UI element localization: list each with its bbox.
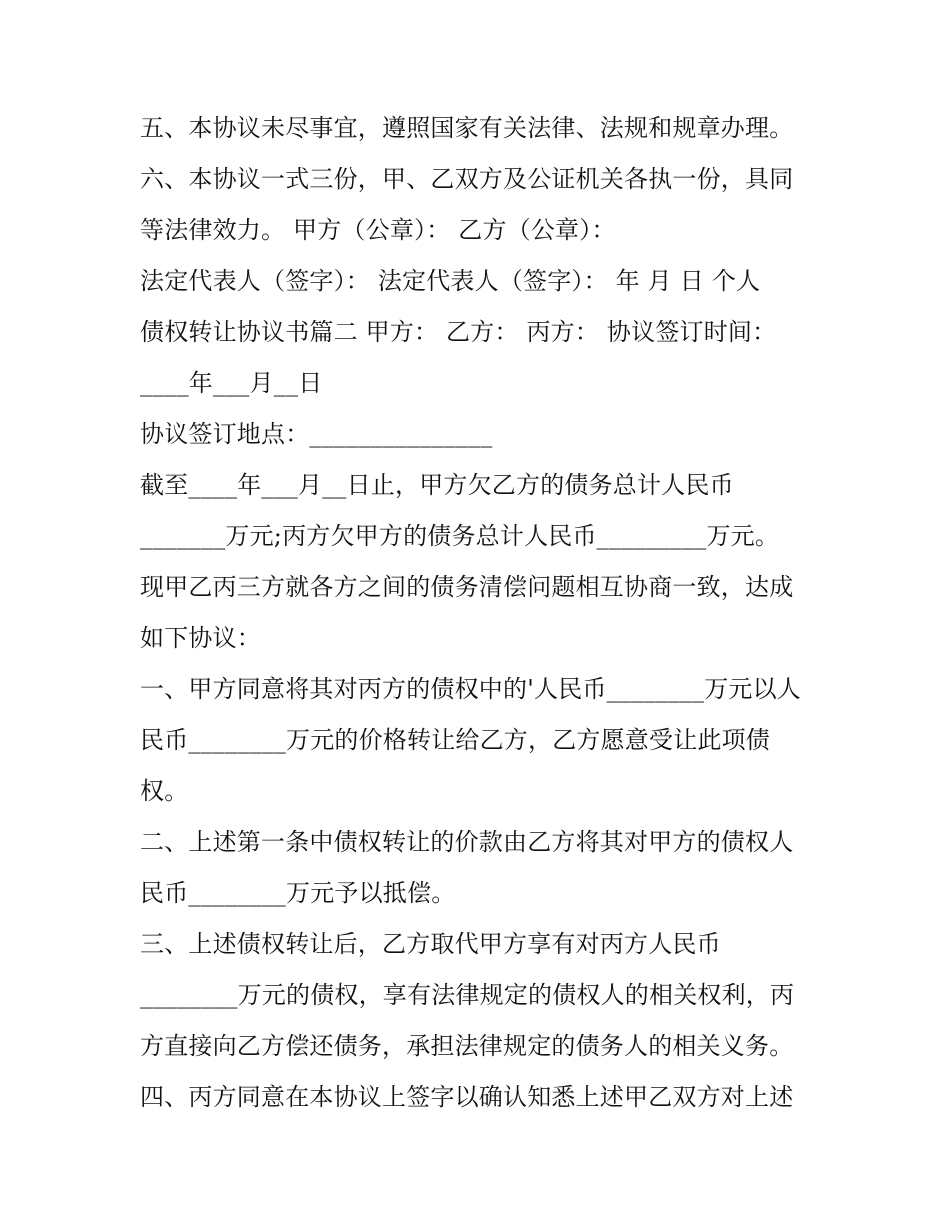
text-line: 六、本协议一式三份，甲、乙双方及公证机关各执一份，具同: [140, 165, 794, 193]
text-line: 法定代表人（签字）： 法定代表人（签字）： 年 月 日 个人: [140, 267, 761, 295]
text-line: 民币________万元的价格转让给乙方，乙方愿意受让此项债: [140, 726, 770, 754]
text-line: 现甲乙丙三方就各方之间的债务清偿问题相互协商一致，达成: [140, 573, 794, 601]
text-line: _______万元;丙方欠甲方的债务总计人民币_________万元。: [140, 522, 780, 550]
text-line: 等法律效力。 甲方（公章）： 乙方（公章）：: [140, 216, 616, 244]
text-line: 民币________万元予以抵偿。: [140, 879, 456, 907]
text-line: 一、甲方同意将其对丙方的债权中的'人民币________万元以人: [140, 675, 801, 703]
text-line: ____年___月__日: [140, 369, 323, 397]
text-line: 权。: [140, 777, 189, 805]
text-line: 二、上述第一条中债权转让的价款由乙方将其对甲方的债权人: [140, 828, 794, 856]
text-line: 五、本协议未尽事宜，遵照国家有关法律、法规和规章办理。: [140, 114, 794, 142]
text-line: 四、丙方同意在本协议上签字以确认知悉上述甲乙双方对上述: [140, 1083, 794, 1111]
text-line: 方直接向乙方偿还债务，承担法律规定的债务人的相关义务。: [140, 1032, 794, 1060]
text-line: 截至____年___月__日止，甲方欠乙方的债务总计人民币: [140, 471, 734, 499]
text-line: 债权转让协议书篇二 甲方： 乙方： 丙方： 协议签订时间：: [140, 318, 777, 346]
text-line: ________万元的债权，享有法律规定的债权人的相关权利，丙: [140, 981, 795, 1009]
text-line: 协议签订地点：_______________: [140, 420, 493, 448]
text-line: 三、上述债权转让后，乙方取代甲方享有对丙方人民币: [140, 930, 721, 958]
text-line: 如下协议：: [140, 624, 261, 652]
